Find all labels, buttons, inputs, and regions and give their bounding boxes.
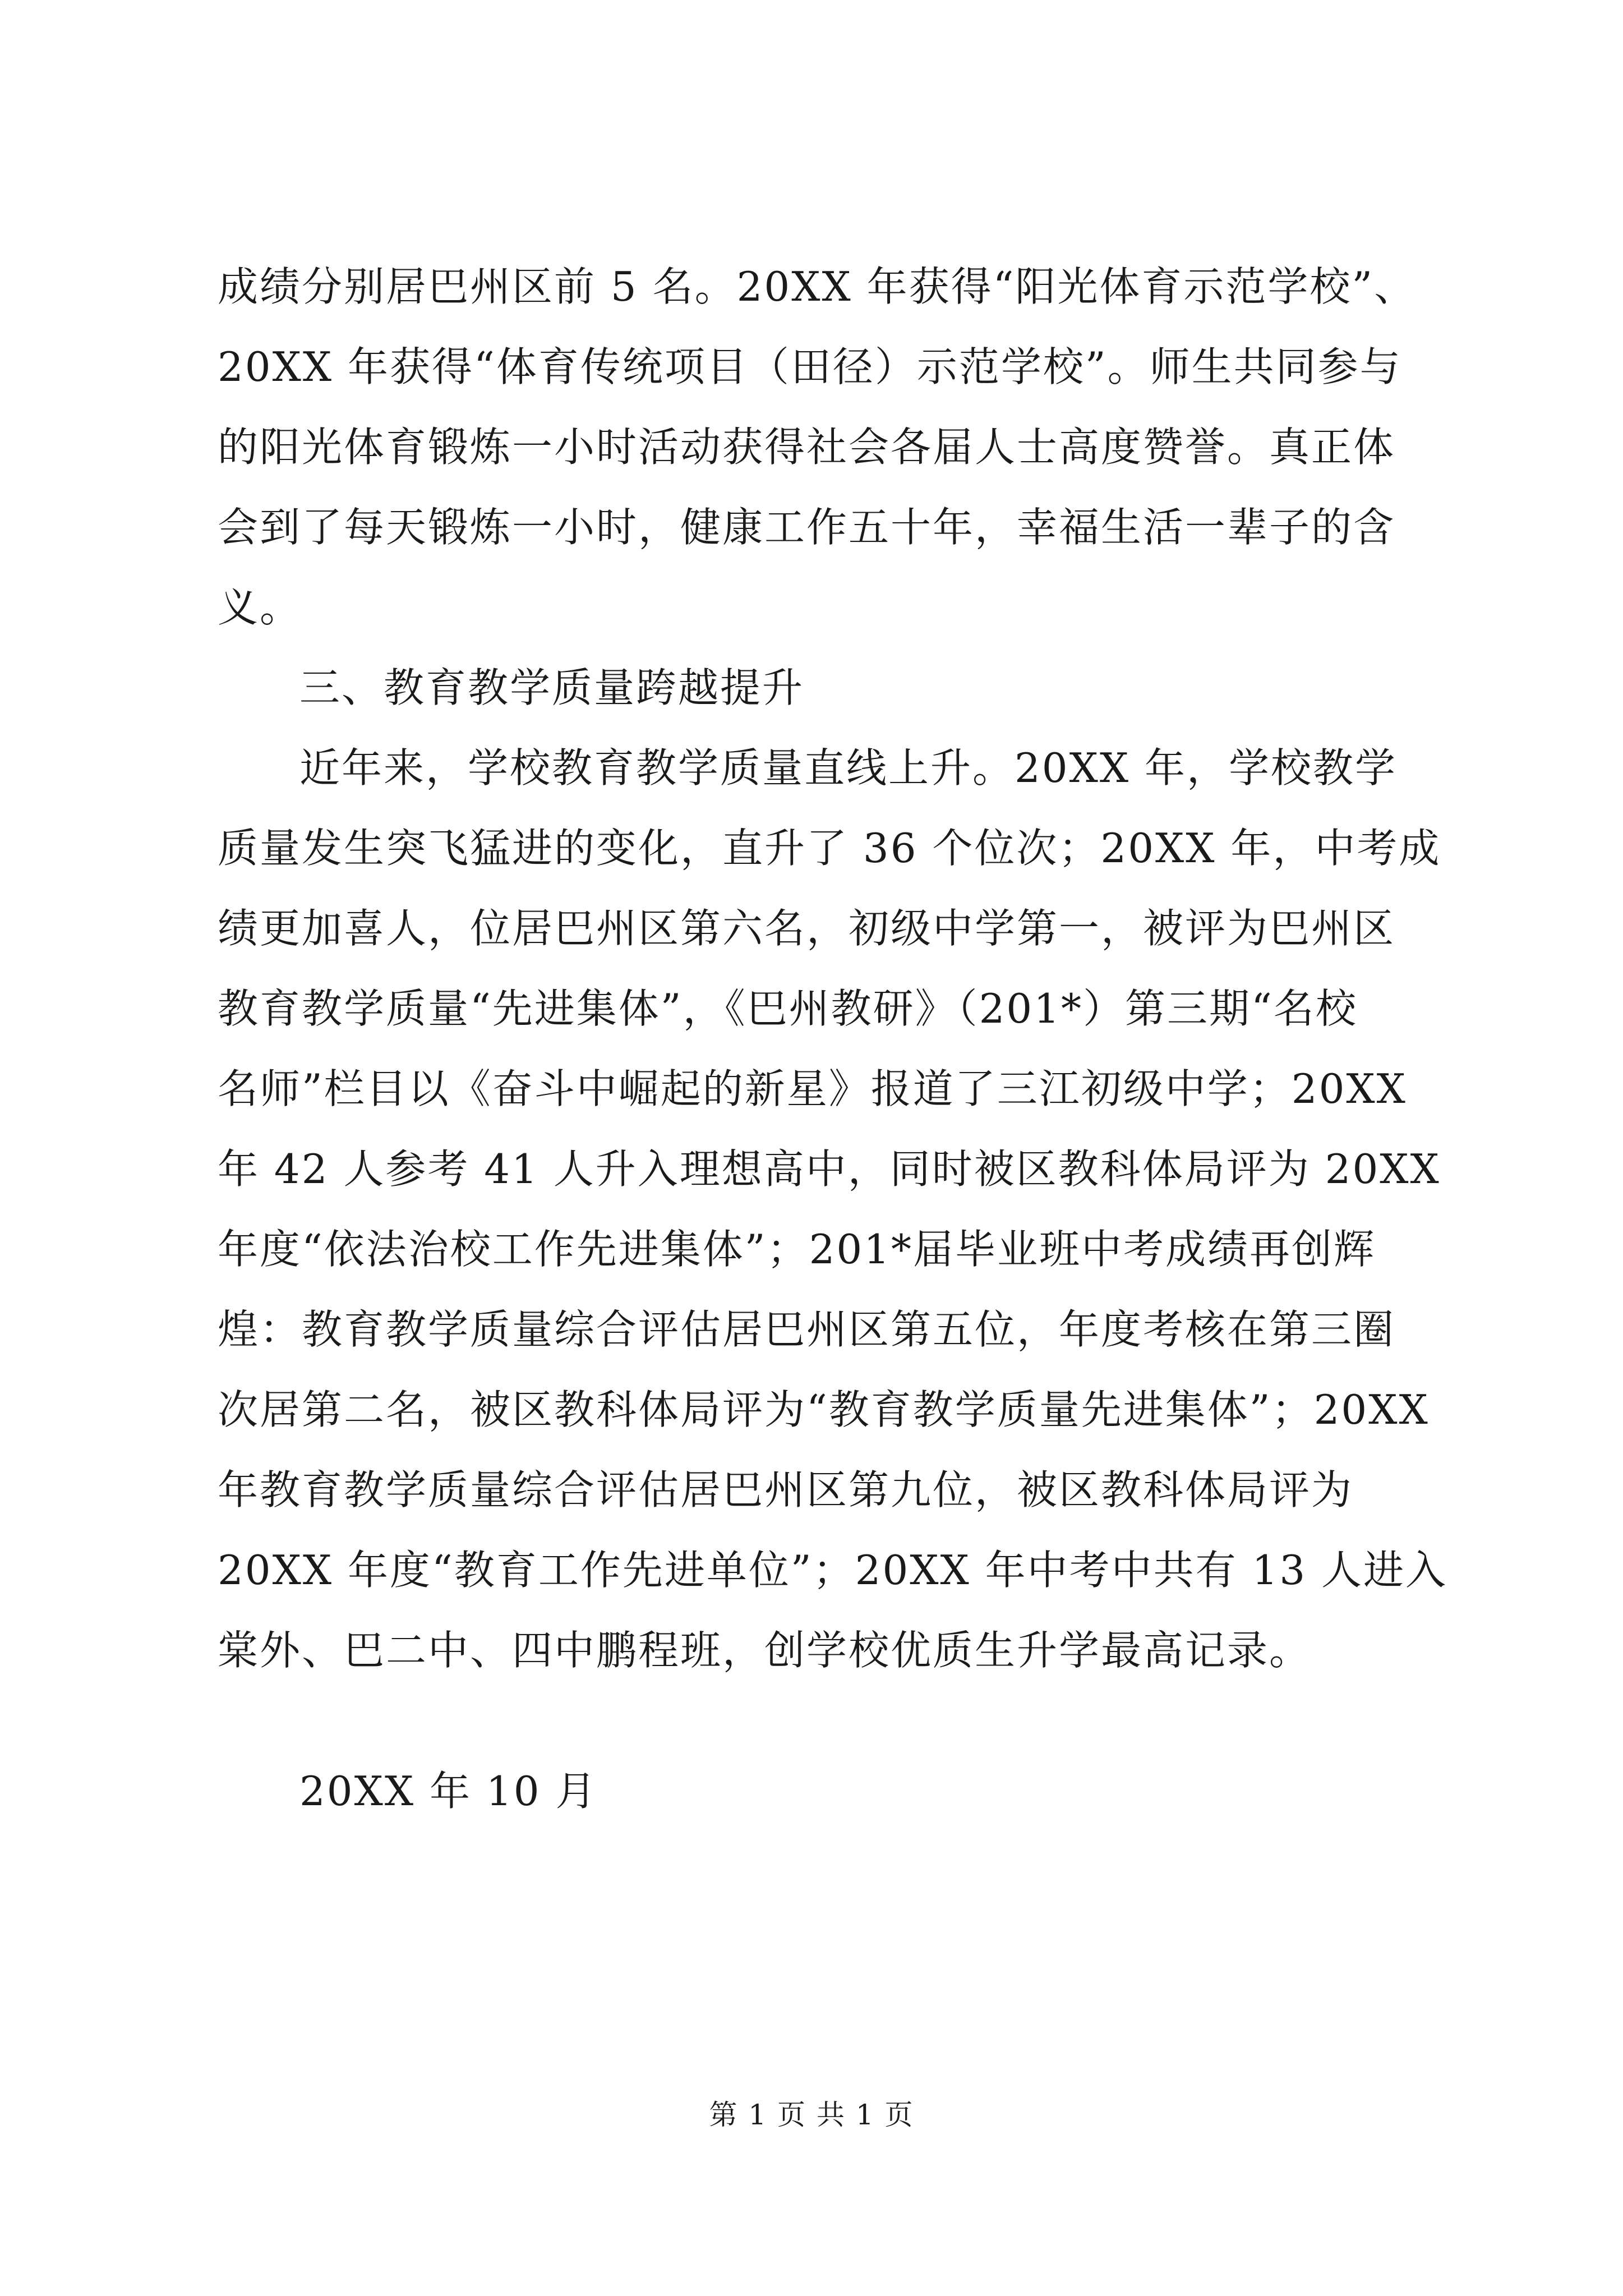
paragraph-2-line: 绩更加喜人，位居巴州区第六名，初级中学第一，被评为巴州区 <box>218 905 1396 952</box>
document-date: 20XX 年 10 月 <box>299 1768 598 1815</box>
paragraph-2-line: 20XX 年度“教育工作先进单位”；20XX 年中考中共有 13 人进入 <box>218 1547 1448 1594</box>
paragraph-2-line: 棠外、巴二中、四中鹏程班，创学校优质生升学最高记录。 <box>218 1627 1312 1674</box>
paragraph-1-line: 的阳光体育锻炼一小时活动获得社会各届人士高度赞誉。真正体 <box>218 424 1396 471</box>
paragraph-2-line: 次居第二名，被区教科体局评为“教育教学质量先进集体”；20XX <box>218 1386 1430 1433</box>
paragraph-1-line: 义。 <box>218 584 302 631</box>
paragraph-2-line: 年 42 人参考 41 人升入理想高中，同时被区教科体局评为 20XX <box>218 1145 1441 1193</box>
paragraph-2-line: 年度“依法治校工作先进集体”；201*届毕业班中考成绩再创辉 <box>218 1226 1376 1273</box>
document-body <box>218 247 1448 1691</box>
paragraph-2-line: 名师”栏目以《奋斗中崛起的新星》报道了三江初级中学；20XX <box>218 1065 1407 1112</box>
paragraph-1-line: 20XX 年获得“体育传统项目（田径）示范学校”。师生共同参与 <box>218 343 1402 390</box>
paragraph-1-line: 会到了每天锻炼一小时，健康工作五十年，幸福生活一辈子的含 <box>218 504 1396 551</box>
paragraph-2-line: 煌：教育教学质量综合评估居巴州区第五位，年度考核在第三圈 <box>218 1306 1396 1353</box>
section-heading: 三、教育教学质量跨越提升 <box>299 664 805 711</box>
paragraph-2-line: 质量发生突飞猛进的变化，直升了 36 个位次；20XX 年，中考成 <box>218 825 1441 872</box>
page-footer: 第 1 页 共 1 页 <box>709 2099 914 2131</box>
paragraph-2-line: 年教育教学质量综合评估居巴州区第九位，被区教科体局评为 <box>218 1466 1354 1513</box>
paragraph-1-line: 成绩分别居巴州区前 5 名。20XX 年获得“阳光体育示范学校”、 <box>218 263 1417 310</box>
paragraph-2-line: 近年来，学校教育教学质量直线上升。20XX 年，学校教学 <box>299 744 1398 792</box>
paragraph-2-line: 教育教学质量“先进集体”，《巴州教研》（201*）第三期“名校 <box>218 985 1358 1032</box>
